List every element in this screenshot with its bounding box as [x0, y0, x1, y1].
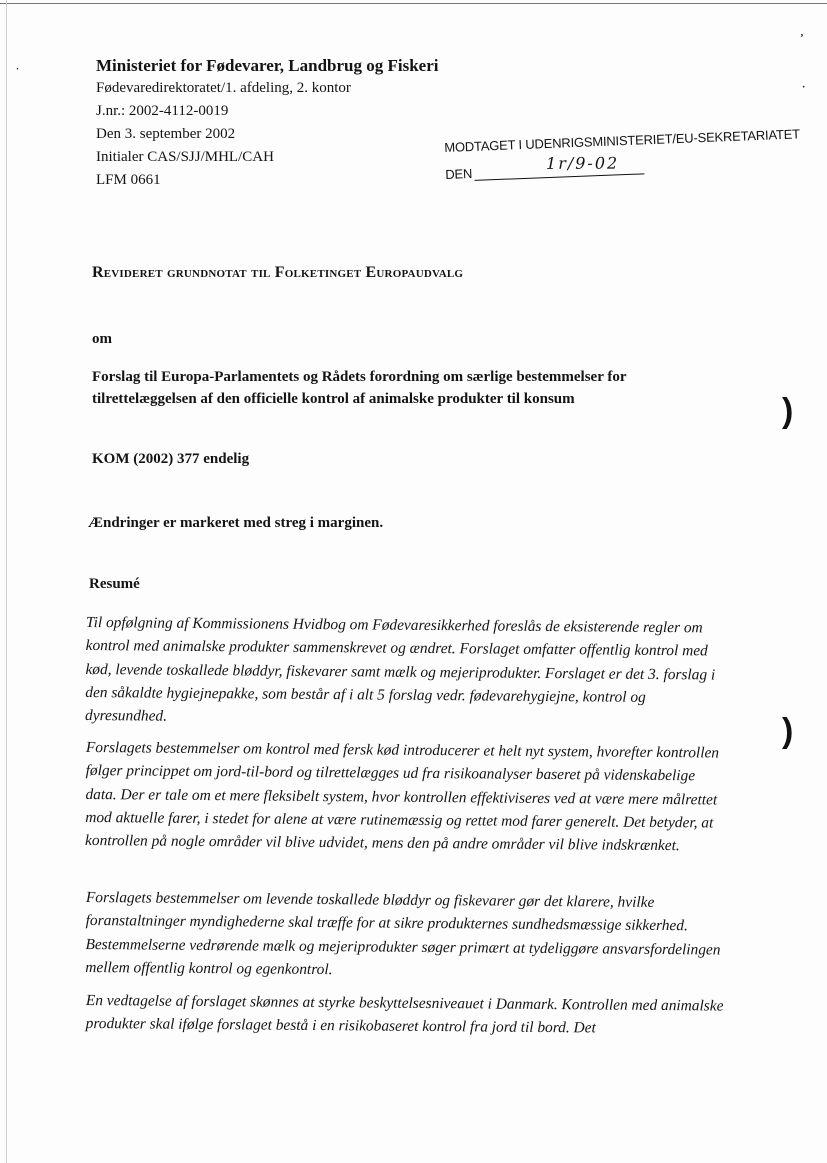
resume-paragraph: Til opfølgning af Kommissionens Hvidbog om Fødevaresikkerhed foreslås de eksisterende regler om kontrol med animalske produkter sammenskrevet og ændret. Forslaget omfatter offentlig kontrol med kød, levende toskallede bløddyr, fiskevarer samt mælk og mejeriprodukter. Forslaget er det 3. forslag i den såkaldte hygiejnepakke, som består af i alt 5 forslag vedr. fødevarehygiejne, kontrol og dyresundhed.	[85, 613, 716, 725]
ministry-name: Ministeriet for Fødevarer, Landbrug og Fiskeri	[96, 56, 439, 75]
resume-paragraph: Forslagets bestemmelser om levende toskallede bløddyr og fiskevarer gør det klarere, hvilke foranstaltninger myndighederne skal træffe for at sikre produkternes sundhedsmæssige sikkerhed. Bestemmelserne vedrørende mælk og mejeriprodukter søger primært at tydeliggøre ansvarsfordelingen mellem offentlig kontrol og egenkontrol.	[85, 888, 721, 979]
kom-reference: KOM (2002) 377 endelig	[92, 451, 250, 467]
department-line: Fødevaredirektoratet/1. afdeling, 2. kontor	[96, 80, 351, 96]
stamp-date-row	[445, 153, 801, 182]
resume-paragraph: En vedtagelse af forslaget skønnes at styrke beskyttelsesniveauet i Danmark. Kontrollen med animalske produkter skal ifølge forslaget bestå i en risikobaseret kontrol fra jord til bord. Det	[85, 991, 724, 1037]
initials-line: Initialer CAS/SJJ/MHL/CAH	[96, 149, 274, 165]
scan-speck-mark: ʼ	[800, 32, 804, 44]
received-stamp	[444, 126, 801, 182]
stamp-date-line	[474, 153, 644, 181]
changes-note: Ændringer er markeret med streg i marginen.	[88, 515, 384, 531]
scan-speck-mark: ·	[16, 64, 20, 74]
letterhead	[96, 55, 439, 192]
received-stamp-text: MODTAGET I UDENRIGSMINISTERIET/EU-SEKRETARIATET	[444, 126, 801, 155]
about-label: om	[92, 331, 112, 347]
document-title: Revideret grundnotat til Folketinget Europaudvalg	[92, 264, 464, 281]
handwritten-date: 1r/9-02	[545, 153, 620, 173]
scan-top-border	[0, 3, 827, 4]
proposal-title: Forslag til Europa-Parlamentets og Rådets forordning om særlige bestemmelser for tilrettelæggelsen af den officielle kontrol af animalske produkter til konsum	[92, 369, 627, 407]
resume-heading: Resumé	[89, 576, 140, 592]
journal-number: J.nr.: 2002-4112-0019	[96, 103, 229, 119]
scan-speck-mark: ·	[802, 82, 806, 93]
binder-hole-mark-upper: )	[782, 392, 794, 430]
document-date: Den 3. september 2002	[96, 126, 236, 142]
resume-paragraph: Forslagets bestemmelser om kontrol med fersk kød introducerer et helt nyt system, hvorefter kontrollen følger princippet om jord-til-bord og tilrettelægges ud fra risikoanalyser baseret på videnskabelige data. Der er tale om et mere fleksibelt system, hvor kontrollen effektiviseres ved at være mere målrettet mod aktuelle farer, i stedet for alene at være rutinemæssig og rettet mod farer generelt. Det betyder, at kontrollen på nogle områder vil blive udvidet, mens den på andre områder vil blive indskrænket.	[85, 738, 720, 855]
scan-left-border	[6, 0, 7, 1163]
stamp-den-label: DEN	[445, 165, 473, 182]
binder-hole-mark-lower: )	[782, 712, 794, 750]
lfm-number: LFM 0661	[96, 172, 161, 188]
